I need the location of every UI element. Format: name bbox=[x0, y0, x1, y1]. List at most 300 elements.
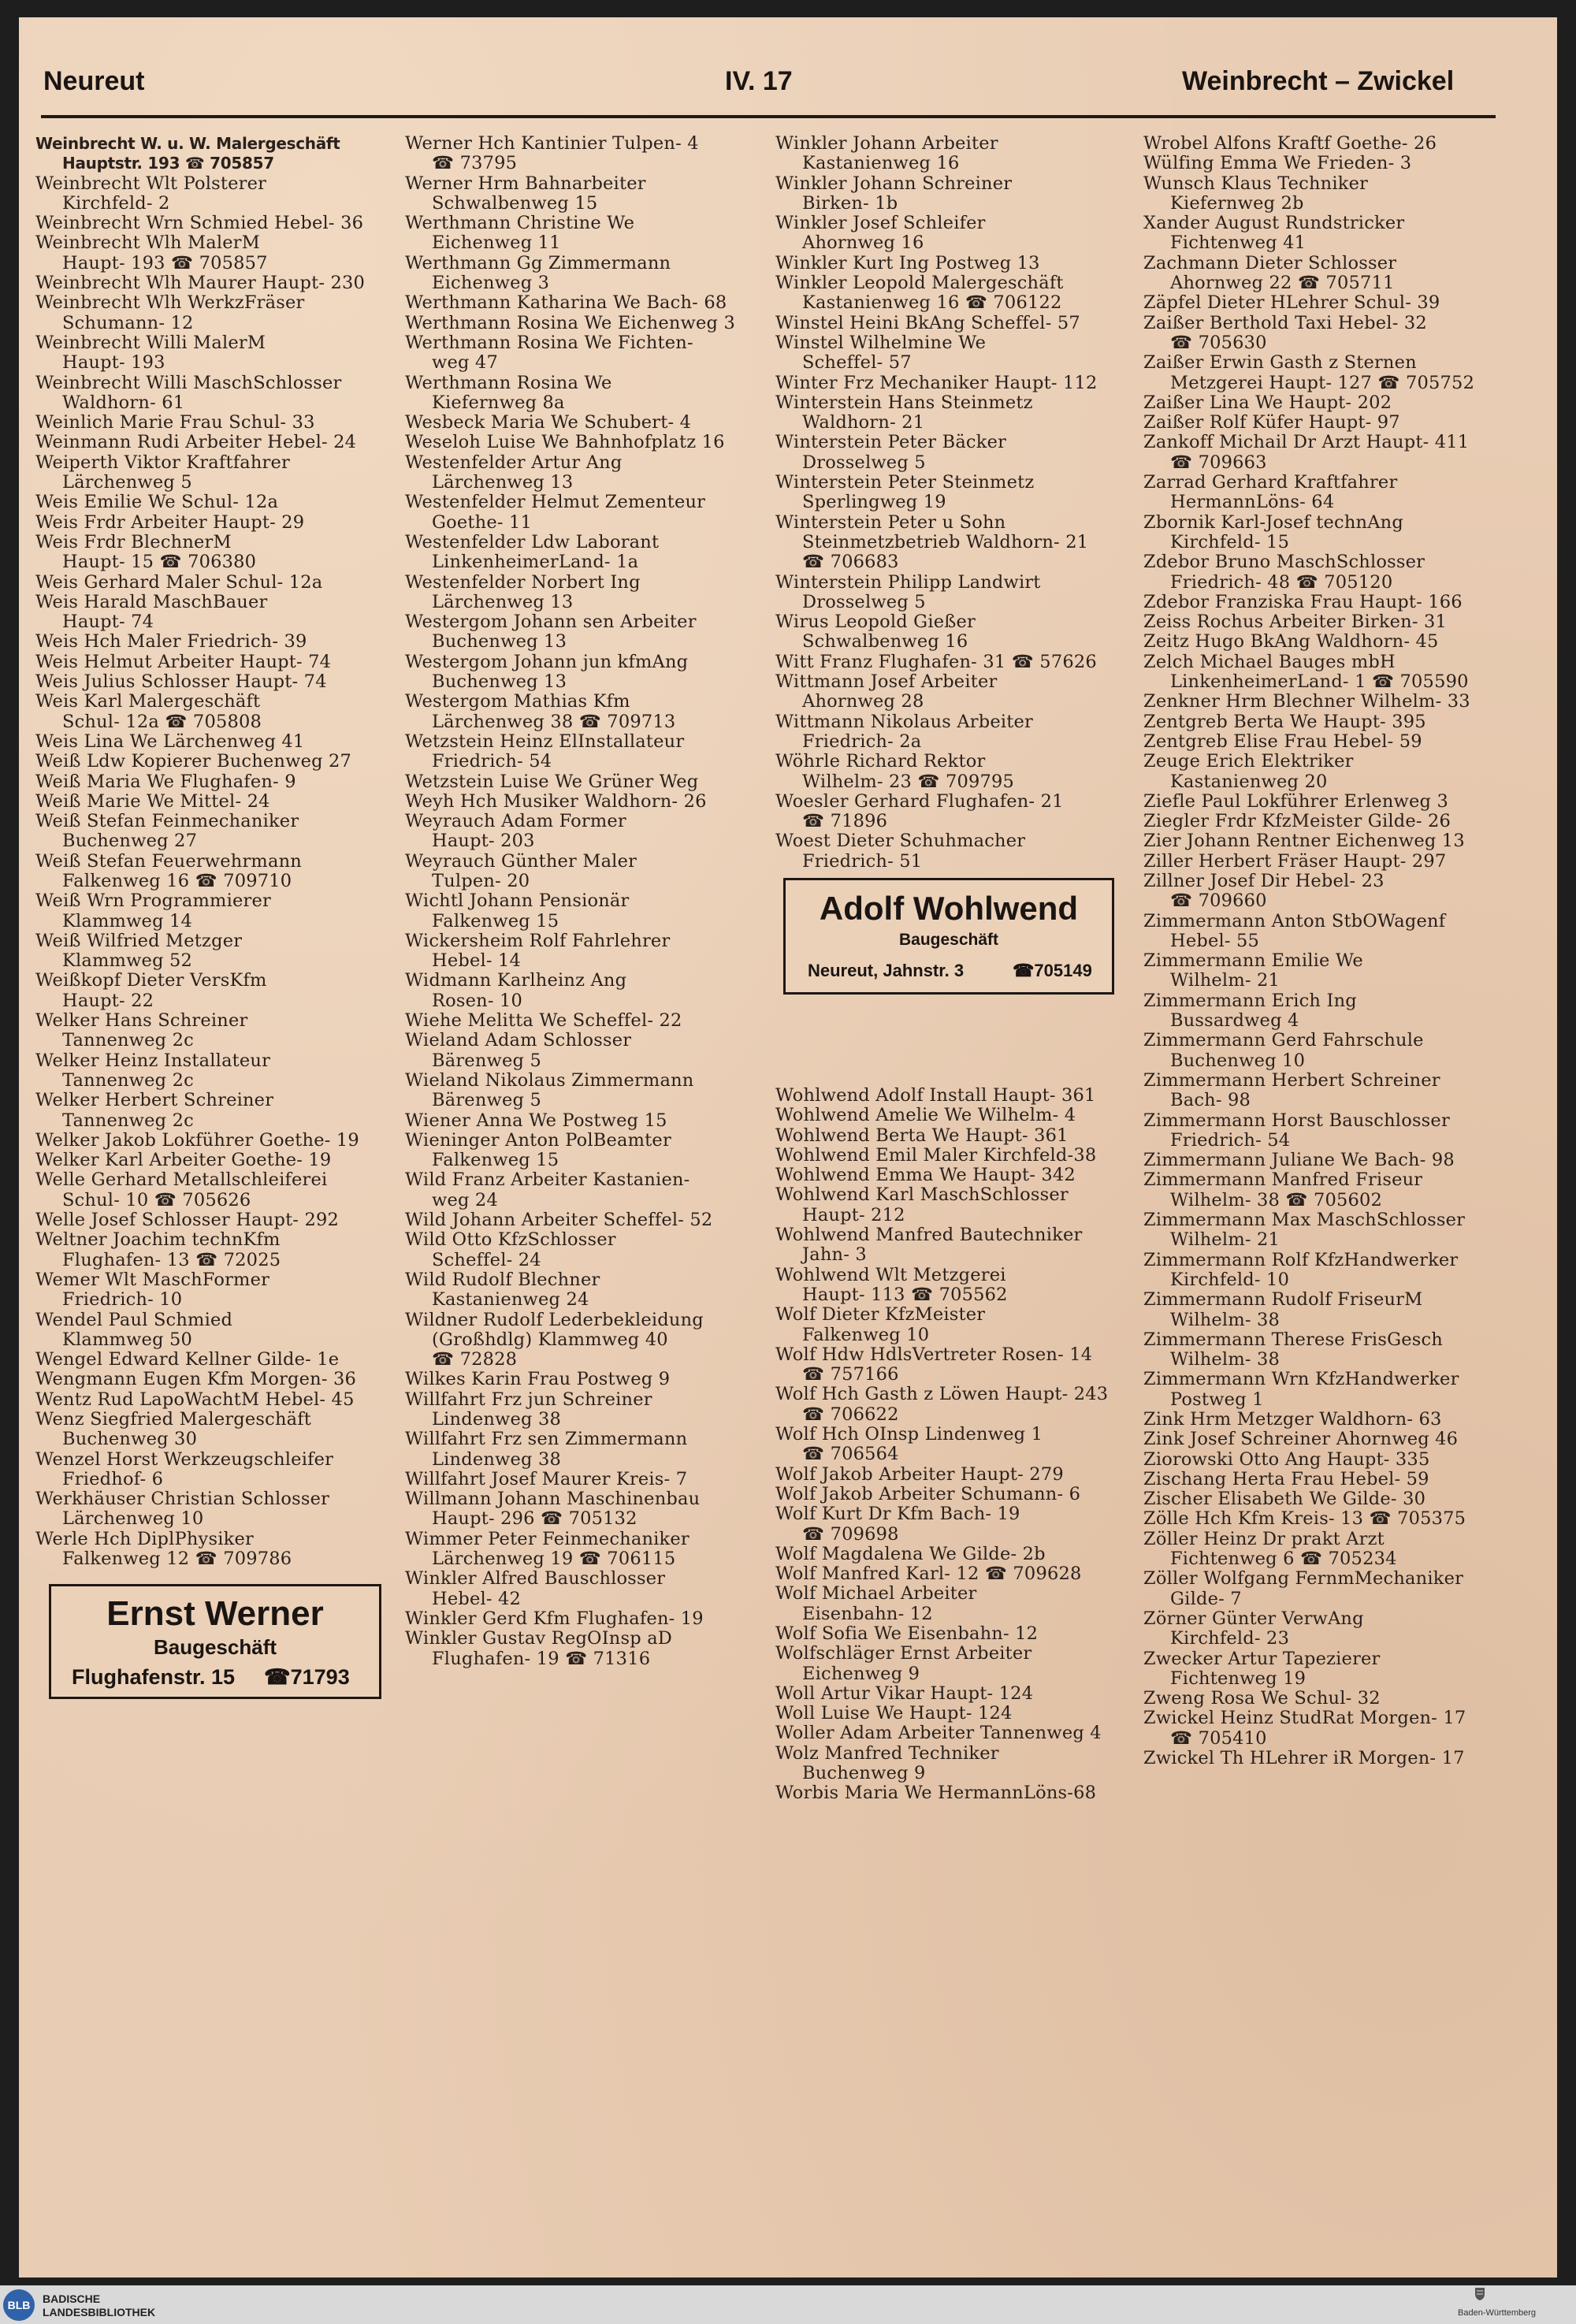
directory-entry: Haupt- 15 ☎ 706380 bbox=[62, 552, 257, 573]
directory-entry: Wimmer Peter Feinmechaniker bbox=[405, 1528, 690, 1549]
directory-entry: Winkler Alfred Bauschlosser bbox=[405, 1568, 666, 1590]
directory-entry: Ziller Herbert Fräser Haupt- 297 bbox=[1143, 850, 1447, 872]
directory-entry: Wolf Manfred Karl- 12 ☎ 709628 bbox=[775, 1564, 1082, 1585]
directory-entry: Kiefernweg 2b bbox=[1170, 192, 1304, 214]
directory-entry: Zachmann Dieter Schlosser bbox=[1143, 252, 1397, 273]
directory-entry: Weyrauch Günther Maler bbox=[405, 850, 637, 872]
directory-entry: Welle Josef Schlosser Haupt- 292 bbox=[35, 1210, 340, 1231]
directory-entry: Winkler Kurt Ing Postweg 13 bbox=[775, 252, 1040, 273]
directory-entry: Ziorowski Otto Ang Haupt- 335 bbox=[1143, 1448, 1430, 1470]
directory-entry: Fichtenweg 19 bbox=[1170, 1668, 1307, 1689]
directory-entry: Weinbrecht Wrn Schmied Hebel- 36 bbox=[35, 213, 364, 234]
directory-entry: ☎ 709660 bbox=[1170, 891, 1267, 912]
directory-entry: Buchenweg 13 bbox=[432, 671, 567, 693]
directory-entry: Zimmermann Herbert Schreiner bbox=[1143, 1069, 1440, 1091]
directory-entry: Weis Gerhard Maler Schul- 12a bbox=[35, 571, 323, 593]
directory-entry: Wildner Rudolf Lederbekleidung bbox=[405, 1309, 704, 1330]
directory-entry: Wiener Anna We Postweg 15 bbox=[405, 1110, 667, 1131]
directory-entry: Winkler Leopold Malergeschäft bbox=[775, 273, 1064, 294]
directory-entry: Wolz Manfred Techniker bbox=[775, 1742, 999, 1764]
directory-entry: Lärchenweg 13 bbox=[432, 472, 574, 493]
directory-entry: Zimmermann Max MaschSchlosser bbox=[1143, 1210, 1466, 1231]
directory-entry: Eichenweg 11 bbox=[432, 232, 561, 254]
directory-entry: Schul- 12a ☎ 705808 bbox=[62, 711, 262, 732]
directory-entry: Welker Karl Arbeiter Goethe- 19 bbox=[35, 1150, 332, 1171]
directory-entry: ☎ 72828 bbox=[432, 1349, 518, 1370]
directory-entry: Winterstein Hans Steinmetz bbox=[775, 392, 1033, 413]
directory-entry: Falkenweg 15 bbox=[432, 1150, 559, 1171]
advert-adolf-wohlwend bbox=[783, 878, 1114, 995]
directory-entry: Steinmetzbetrieb Waldhorn- 21 bbox=[802, 531, 1089, 552]
directory-entry: Weinbrecht Willi MaschSchlosser bbox=[35, 372, 342, 393]
directory-entry: Wiehe Melitta We Scheffel- 22 bbox=[405, 1010, 682, 1032]
directory-entry: Weis Emilie We Schul- 12a bbox=[35, 492, 279, 513]
directory-entry: Zwecker Artur Tapezierer bbox=[1143, 1648, 1381, 1669]
directory-entry: Zischang Herta Frau Hebel- 59 bbox=[1143, 1468, 1429, 1489]
directory-entry: Drosselweg 5 bbox=[802, 452, 926, 473]
directory-entry: Welker Heinz Installateur bbox=[35, 1050, 271, 1071]
directory-entry: Zöller Wolfgang FernmMechaniker bbox=[1143, 1568, 1464, 1590]
directory-entry: Wilhelm- 21 bbox=[1170, 1229, 1280, 1251]
directory-entry: Birken- 1b bbox=[802, 192, 898, 214]
directory-entry: Weiß Wrn Programmierer bbox=[35, 891, 271, 912]
advert-subtitle: Baugeschäft bbox=[898, 931, 999, 949]
directory-entry: Kastanienweg 24 bbox=[432, 1289, 589, 1311]
directory-entry: Woest Dieter Schuhmacher bbox=[775, 831, 1026, 852]
directory-entry: Friedrich- 2a bbox=[802, 731, 922, 752]
directory-entry: Welle Gerhard Metallschleiferei bbox=[35, 1169, 328, 1191]
directory-entry: Zeuge Erich Elektriker bbox=[1143, 751, 1354, 772]
directory-entry: Welker Herbert Schreiner bbox=[35, 1090, 274, 1111]
directory-entry: Scheffel- 24 bbox=[432, 1249, 541, 1270]
directory-entry: Winstel Heini BkAng Scheffel- 57 bbox=[775, 312, 1080, 333]
directory-entry: Hauptstr. 193 ☎ 705857 bbox=[62, 154, 274, 173]
directory-entry: Flughafen- 13 ☎ 72025 bbox=[62, 1249, 281, 1270]
directory-entry: Werthmann Katharina We Bach- 68 bbox=[405, 292, 727, 314]
directory-entry: Westenfelder Artur Ang bbox=[405, 452, 623, 473]
directory-entry: Weyrauch Adam Former bbox=[405, 811, 626, 832]
directory-entry: Wolf Jakob Arbeiter Schumann- 6 bbox=[775, 1483, 1081, 1504]
directory-entry: Weinmann Rudi Arbeiter Hebel- 24 bbox=[35, 432, 357, 453]
directory-entry: Winterstein Peter Steinmetz bbox=[775, 472, 1035, 493]
directory-entry: Buchenweg 13 bbox=[432, 631, 567, 653]
directory-entry: Woesler Gerhard Flughafen- 21 bbox=[775, 790, 1064, 812]
directory-entry: Zörner Günter VerwAng bbox=[1143, 1608, 1364, 1629]
directory-entry: Eichenweg 3 bbox=[432, 273, 550, 294]
directory-entry: ☎ 709663 bbox=[1170, 452, 1267, 473]
directory-entry: Gilde- 7 bbox=[1170, 1588, 1242, 1609]
column-3-top-list bbox=[775, 134, 1146, 872]
directory-entry: Goethe- 11 bbox=[432, 511, 533, 533]
directory-entry: Kirchfeld- 2 bbox=[62, 192, 170, 214]
directory-entry: Weißkopf Dieter VersKfm bbox=[35, 970, 267, 991]
directory-entry: Zeitz Hugo BkAng Waldhorn- 45 bbox=[1143, 631, 1439, 653]
directory-entry: Wilhelm- 21 bbox=[1170, 970, 1280, 991]
state-crest-icon bbox=[1474, 2287, 1485, 2301]
directory-entry: Zeiss Rochus Arbeiter Birken- 31 bbox=[1143, 612, 1448, 633]
directory-entry: Haupt- 212 bbox=[802, 1204, 905, 1225]
directory-entry: ☎ 73795 bbox=[432, 153, 518, 174]
directory-entry: ☎ 709698 bbox=[802, 1523, 899, 1545]
directory-entry: Ziegler Frdr KfzMeister Gilde- 26 bbox=[1143, 811, 1451, 832]
directory-entry: Winkler Johann Schreiner bbox=[775, 173, 1013, 194]
directory-entry: Wohlwend Wlt Metzgerei bbox=[775, 1264, 1006, 1285]
directory-entry: Wohlwend Karl MaschSchlosser bbox=[775, 1184, 1069, 1206]
directory-entry: Buchenweg 10 bbox=[1170, 1050, 1306, 1071]
directory-entry: Weinbrecht Willi MalerM bbox=[35, 332, 266, 353]
directory-entry: Wolf Jakob Arbeiter Haupt- 279 bbox=[775, 1463, 1064, 1485]
directory-entry: Falkenweg 10 bbox=[802, 1324, 930, 1345]
directory-entry: Wild Rudolf Blechner bbox=[405, 1269, 600, 1290]
directory-entry: Zweng Rosa We Schul- 32 bbox=[1143, 1688, 1381, 1709]
directory-entry: Weis Frdr BlechnerM bbox=[35, 531, 232, 552]
directory-entry: Friedrich- 10 bbox=[62, 1289, 183, 1311]
header-rule bbox=[41, 115, 1496, 118]
directory-entry: Wolf Sofia We Eisenbahn- 12 bbox=[775, 1623, 1039, 1644]
directory-entry: Zier Johann Rentner Eichenweg 13 bbox=[1143, 831, 1465, 852]
directory-entry: Wolf Magdalena We Gilde- 2b bbox=[775, 1543, 1046, 1564]
advert-phone: ☎71793 bbox=[264, 1665, 350, 1689]
directory-entry: Weinbrecht Wlt Polsterer bbox=[35, 173, 267, 194]
directory-entry: Haupt- 193 bbox=[62, 352, 165, 374]
directory-entry: Werthmann Rosina We bbox=[405, 372, 612, 393]
directory-entry: Fichtenweg 41 bbox=[1170, 232, 1307, 254]
directory-entry: Woll Luise We Haupt- 124 bbox=[775, 1703, 1013, 1724]
directory-entry: Werthmann Rosina We Fichten- bbox=[405, 332, 693, 353]
directory-entry: Wolf Dieter KfzMeister bbox=[775, 1304, 986, 1326]
advert-ernst-werner bbox=[49, 1584, 381, 1699]
directory-entry: Westergom Mathias Kfm bbox=[405, 691, 630, 712]
directory-entry: Zbornik Karl-Josef technAng bbox=[1143, 511, 1403, 533]
directory-entry: Wichtl Johann Pensionär bbox=[405, 891, 630, 912]
directory-entry: Wöhrle Richard Rektor bbox=[775, 751, 986, 772]
directory-entry: Falkenweg 15 bbox=[432, 910, 559, 931]
column-4 bbox=[1143, 134, 1514, 1768]
directory-entry: Zimmermann Horst Bauschlosser bbox=[1143, 1110, 1450, 1131]
directory-entry: Haupt- 203 bbox=[432, 831, 535, 852]
directory-entry: Tannenweg 2c bbox=[62, 1030, 194, 1051]
directory-entry: Westergom Johann jun kfmAng bbox=[405, 651, 689, 672]
directory-entry: Westenfelder Helmut Zementeur bbox=[405, 492, 706, 513]
directory-entry: Werthmann Christine We bbox=[405, 213, 635, 234]
directory-entry: Waldhorn- 61 bbox=[62, 392, 185, 413]
directory-entry: Kiefernweg 8a bbox=[432, 392, 565, 413]
directory-entry: ☎ 706622 bbox=[802, 1404, 899, 1425]
directory-entry: Weinbrecht Wlh Maurer Haupt- 230 bbox=[35, 273, 366, 294]
directory-entry: Zdebor Franziska Frau Haupt- 166 bbox=[1143, 591, 1463, 612]
directory-entry: Winkler Gustav RegOInsp aD bbox=[405, 1628, 673, 1649]
directory-entry: Bach- 98 bbox=[1170, 1090, 1251, 1111]
directory-entry: Kirchfeld- 10 bbox=[1170, 1269, 1290, 1290]
directory-entry: Weiperth Viktor Kraftfahrer bbox=[35, 452, 290, 473]
directory-entry: Werthmann Rosina We Eichenweg 3 bbox=[405, 312, 735, 333]
directory-entry: Buchenweg 30 bbox=[62, 1429, 198, 1450]
directory-entry: Wild Johann Arbeiter Scheffel- 52 bbox=[405, 1210, 713, 1231]
directory-entry: Hebel- 55 bbox=[1170, 930, 1260, 951]
directory-entry: Haupt- 74 bbox=[62, 612, 154, 633]
directory-entry: Wild Otto KfzSchlosser bbox=[405, 1229, 616, 1251]
directory-entry: (Großhdlg) Klammweg 40 bbox=[432, 1329, 668, 1350]
directory-entry: Eisenbahn- 12 bbox=[802, 1603, 933, 1624]
directory-entry: Weis Hch Maler Friedrich- 39 bbox=[35, 631, 307, 653]
directory-entry: Welker Jakob Lokführer Goethe- 19 bbox=[35, 1129, 359, 1151]
directory-entry: LinkenheimerLand- 1a bbox=[432, 552, 639, 573]
directory-entry: Lindenweg 38 bbox=[432, 1409, 561, 1430]
directory-entry: Zaißer Lina We Haupt- 202 bbox=[1143, 392, 1392, 413]
directory-entry: Lärchenweg 19 ☎ 706115 bbox=[432, 1549, 676, 1570]
header-page-number: IV. 17 bbox=[725, 66, 793, 96]
state-name: Baden-Württemberg bbox=[1458, 2308, 1537, 2318]
directory-entry: Zaißer Erwin Gasth z Sternen bbox=[1143, 352, 1417, 374]
directory-entry: Werner Hrm Bahnarbeiter bbox=[405, 173, 646, 194]
directory-entry: Wilhelm- 38 bbox=[1170, 1349, 1280, 1370]
directory-entry: HermannLöns- 64 bbox=[1170, 492, 1335, 513]
directory-entry: Wetzstein Heinz ElInstallateur bbox=[405, 731, 685, 752]
directory-entry: Wengmann Eugen Kfm Morgen- 36 bbox=[35, 1369, 357, 1390]
directory-entry: Westenfelder Norbert Ing bbox=[405, 571, 641, 593]
directory-entry: Ahornweg 16 bbox=[802, 232, 924, 254]
directory-entry: Falkenweg 16 ☎ 709710 bbox=[62, 870, 292, 891]
column-2 bbox=[405, 134, 768, 1669]
directory-entry: Haupt- 296 ☎ 705132 bbox=[432, 1508, 637, 1530]
directory-entry: Tannenweg 2c bbox=[62, 1069, 194, 1091]
column-3-bottom-list bbox=[775, 1086, 1146, 1804]
directory-entry: Wenz Siegfried Malergeschäft bbox=[35, 1409, 312, 1430]
directory-entry: Weinbrecht Wlh WerkzFräser bbox=[35, 292, 305, 314]
directory-entry: Weis Helmut Arbeiter Haupt- 74 bbox=[35, 651, 332, 672]
directory-entry: Ahornweg 28 bbox=[802, 691, 924, 712]
directory-entry: ☎ 705410 bbox=[1170, 1727, 1267, 1749]
directory-entry: Wolf Hch OInsp Lindenweg 1 bbox=[775, 1424, 1043, 1445]
directory-entry: Wesbeck Maria We Schubert- 4 bbox=[405, 412, 692, 433]
directory-entry: Ziefle Paul Lokführer Erlenweg 3 bbox=[1143, 790, 1448, 812]
directory-entry: Schwalbenweg 15 bbox=[432, 192, 598, 214]
directory-entry: Zöller Heinz Dr prakt Arzt bbox=[1143, 1528, 1385, 1549]
directory-entry: Zimmermann Anton StbOWagenf bbox=[1143, 910, 1446, 931]
directory-entry: ☎ 757166 bbox=[802, 1364, 899, 1385]
directory-entry: Bärenweg 5 bbox=[432, 1050, 541, 1071]
directory-entry: Schul- 10 ☎ 705626 bbox=[62, 1189, 251, 1210]
advert-address: Neureut, Jahnstr. 3 bbox=[808, 961, 965, 980]
directory-entry: Weiß Stefan Feuerwehrmann bbox=[35, 850, 302, 872]
directory-entry: Hebel- 14 bbox=[432, 950, 522, 972]
directory-entry: Wolfschläger Ernst Arbeiter bbox=[775, 1643, 1032, 1664]
directory-entry: Falkenweg 12 ☎ 709786 bbox=[62, 1549, 292, 1570]
directory-entry: Wieland Adam Schlosser bbox=[405, 1030, 632, 1051]
directory-entry: Weiß Maria We Flughafen- 9 bbox=[35, 771, 296, 792]
directory-entry: Weis Harald MaschBauer bbox=[35, 591, 268, 612]
directory-entry: Zäpfel Dieter HLehrer Schul- 39 bbox=[1143, 292, 1440, 314]
directory-entry: Klammweg 14 bbox=[62, 910, 193, 931]
directory-entry: Kastanienweg 16 bbox=[802, 153, 960, 174]
directory-entry: Wieland Nikolaus Zimmermann bbox=[405, 1069, 694, 1091]
directory-entry: Tulpen- 20 bbox=[432, 870, 530, 891]
directory-entry: Zentgreb Elise Frau Hebel- 59 bbox=[1143, 731, 1422, 752]
directory-entry: Wieninger Anton PolBeamter bbox=[405, 1129, 671, 1151]
directory-entry: Schwalbenweg 16 bbox=[802, 631, 968, 653]
directory-entry: Winstel Wilhelmine We bbox=[775, 332, 987, 353]
directory-entry: Wengel Edward Kellner Gilde- 1e bbox=[35, 1349, 340, 1370]
directory-entry: Flughafen- 19 ☎ 71316 bbox=[432, 1648, 651, 1669]
directory-entry: Friedrich- 48 ☎ 705120 bbox=[1170, 571, 1393, 593]
directory-entry: ☎ 705630 bbox=[1170, 332, 1267, 353]
directory-entry: Weis Karl Malergeschäft bbox=[35, 691, 261, 712]
directory-entry: Lindenweg 38 bbox=[432, 1448, 561, 1470]
directory-entry: Zarrad Gerhard Kraftfahrer bbox=[1143, 472, 1398, 493]
directory-entry: LinkenheimerLand- 1 ☎ 705590 bbox=[1170, 671, 1469, 693]
directory-entry: Lärchenweg 5 bbox=[62, 472, 192, 493]
advert-name: Ernst Werner bbox=[106, 1594, 324, 1633]
directory-entry: Zwickel Heinz StudRat Morgen- 17 bbox=[1143, 1708, 1466, 1729]
directory-entry: Zimmermann Juliane We Bach- 98 bbox=[1143, 1150, 1455, 1171]
directory-entry: weg 24 bbox=[432, 1189, 498, 1210]
directory-entry: Werthmann Gg Zimmermann bbox=[405, 252, 671, 273]
library-name-line-1: BADISCHE bbox=[43, 2292, 101, 2305]
directory-entry: Zenkner Hrm Blechner Wilhelm- 33 bbox=[1143, 691, 1470, 712]
directory-entry: Wild Franz Arbeiter Kastanien- bbox=[405, 1169, 690, 1191]
directory-entry: Weinbrecht Wlh MalerM bbox=[35, 232, 260, 254]
directory-entry: Wolf Hch Gasth z Löwen Haupt- 243 bbox=[775, 1384, 1109, 1405]
directory-entry: Klammweg 52 bbox=[62, 950, 193, 972]
directory-entry: Wohlwend Berta We Haupt- 361 bbox=[775, 1125, 1069, 1146]
directory-entry: Willfahrt Josef Maurer Kreis- 7 bbox=[405, 1468, 688, 1489]
directory-entry: Kastanienweg 20 bbox=[1170, 771, 1328, 792]
directory-entry: Wolf Michael Arbeiter bbox=[775, 1583, 977, 1604]
directory-entry: Wirus Leopold Gießer bbox=[775, 612, 976, 633]
directory-entry: Zillner Josef Dir Hebel- 23 bbox=[1143, 870, 1385, 891]
directory-entry: Weis Lina We Lärchenweg 41 bbox=[35, 731, 305, 752]
directory-entry: Friedrich- 54 bbox=[432, 751, 552, 772]
directory-entry: Friedrich- 54 bbox=[1170, 1129, 1291, 1151]
directory-entry: Wohlwend Emma We Haupt- 342 bbox=[775, 1165, 1076, 1186]
directory-entry: Wilhelm- 38 bbox=[1170, 1309, 1280, 1330]
advert-subtitle: Baugeschäft bbox=[153, 1635, 277, 1659]
directory-entry: weg 47 bbox=[432, 352, 498, 374]
directory-entry: Wohlwend Manfred Bautechniker bbox=[775, 1225, 1083, 1246]
directory-entry: Weis Frdr Arbeiter Haupt- 29 bbox=[35, 511, 305, 533]
directory-entry: ☎ 706564 bbox=[802, 1444, 899, 1465]
header-name-range: Weinbrecht – Zwickel bbox=[1182, 66, 1455, 96]
directory-entry: Winterstein Philipp Landwirt bbox=[775, 571, 1041, 593]
directory-entry: Zimmermann Gerd Fahrschule bbox=[1143, 1030, 1424, 1051]
library-footer-bar bbox=[0, 2285, 1576, 2324]
directory-entry: Willfahrt Frz sen Zimmermann bbox=[405, 1429, 688, 1450]
directory-entry: Wickersheim Rolf Fahrlehrer bbox=[405, 930, 671, 951]
directory-entry: Wetzstein Luise We Grüner Weg bbox=[405, 771, 699, 792]
directory-entry: Zimmermann Emilie We bbox=[1143, 950, 1363, 972]
directory-entry: Zölle Hch Kfm Kreis- 13 ☎ 705375 bbox=[1143, 1508, 1466, 1530]
directory-entry: Zankoff Michail Dr Arzt Haupt- 411 bbox=[1143, 432, 1470, 453]
directory-entry: Wilkes Karin Frau Postweg 9 bbox=[405, 1369, 671, 1390]
directory-entry: Wrobel Alfons Kraftf Goethe- 26 bbox=[1143, 133, 1437, 154]
directory-entry: Weyh Hch Musiker Waldhorn- 26 bbox=[405, 790, 707, 812]
directory-entry: Buchenweg 9 bbox=[802, 1763, 926, 1784]
directory-entry: Friedrich- 51 bbox=[802, 850, 923, 872]
directory-entry: Tannenweg 2c bbox=[62, 1110, 194, 1131]
directory-entry: Klammweg 50 bbox=[62, 1329, 193, 1350]
directory-entry: ☎ 71896 bbox=[802, 811, 888, 832]
directory-entry: Haupt- 113 ☎ 705562 bbox=[802, 1284, 1008, 1305]
directory-entry: Witt Franz Flughafen- 31 ☎ 57626 bbox=[775, 651, 1097, 672]
directory-entry: Haupt- 193 ☎ 705857 bbox=[62, 252, 268, 273]
directory-entry: Widmann Karlheinz Ang bbox=[405, 970, 627, 991]
directory-entry: Zimmermann Erich Ing bbox=[1143, 990, 1357, 1011]
directory-entry: Wilhelm- 38 ☎ 705602 bbox=[1170, 1189, 1383, 1210]
directory-entry: Winterstein Peter u Sohn bbox=[775, 511, 1006, 533]
directory-entry: Westergom Johann sen Arbeiter bbox=[405, 612, 697, 633]
directory-entry: Weseloh Luise We Bahnhofplatz 16 bbox=[405, 432, 725, 453]
directory-entry: Wemer Wlt MaschFormer bbox=[35, 1269, 270, 1290]
directory-entry: Wohlwend Adolf Install Haupt- 361 bbox=[775, 1084, 1096, 1106]
directory-entry: Zwickel Th HLehrer iR Morgen- 17 bbox=[1143, 1748, 1465, 1769]
directory-entry: Eichenweg 9 bbox=[802, 1663, 920, 1684]
directory-entry: Kirchfeld- 15 bbox=[1170, 531, 1290, 552]
directory-entry: Wenzel Horst Werkzeugschleifer bbox=[35, 1448, 334, 1470]
directory-entry: Schumann- 12 bbox=[62, 312, 194, 333]
advert-address: Flughafenstr. 15 bbox=[72, 1665, 236, 1689]
directory-entry: Weinlich Marie Frau Schul- 33 bbox=[35, 412, 315, 433]
directory-entry: Wunsch Klaus Techniker bbox=[1143, 173, 1369, 194]
directory-entry: Zink Josef Schreiner Ahornweg 46 bbox=[1143, 1429, 1459, 1450]
directory-entry: Kirchfeld- 23 bbox=[1170, 1628, 1290, 1649]
directory-entry: Wohlwend Amelie We Wilhelm- 4 bbox=[775, 1105, 1076, 1126]
directory-entry: Xander August Rundstricker bbox=[1143, 213, 1405, 234]
directory-entry: Werle Hch DiplPhysiker bbox=[35, 1528, 254, 1549]
directory-entry: Winterstein Peter Bäcker bbox=[775, 432, 1007, 453]
directory-entry: Waldhorn- 21 bbox=[802, 412, 925, 433]
directory-entry: Kastanienweg 16 ☎ 706122 bbox=[802, 292, 1062, 314]
directory-entry: Zaißer Berthold Taxi Hebel- 32 bbox=[1143, 312, 1427, 333]
directory-entry: Hebel- 42 bbox=[432, 1588, 522, 1609]
directory-entry: Zentgreb Berta We Haupt- 395 bbox=[1143, 711, 1426, 732]
directory-entry: Wohlwend Emil Maler Kirchfeld-38 bbox=[775, 1144, 1097, 1166]
directory-entry: Wolf Kurt Dr Kfm Bach- 19 bbox=[775, 1504, 1020, 1525]
directory-entry: Zischer Elisabeth We Gilde- 30 bbox=[1143, 1489, 1426, 1510]
directory-entry: Weltner Joachim technKfm bbox=[35, 1229, 281, 1251]
directory-entry: Worbis Maria We HermannLöns-68 bbox=[775, 1783, 1097, 1804]
directory-entry: Weiß Marie We Mittel- 24 bbox=[35, 790, 270, 812]
directory-entry: Lärchenweg 38 ☎ 709713 bbox=[432, 711, 676, 732]
directory-entry: Willfahrt Frz jun Schreiner bbox=[405, 1389, 652, 1410]
directory-entry: Weiß Stefan Feinmechaniker bbox=[35, 811, 299, 832]
directory-entry: Zimmermann Wrn KfzHandwerker bbox=[1143, 1369, 1459, 1390]
directory-entry: Wentz Rud LapoWachtM Hebel- 45 bbox=[35, 1389, 355, 1410]
directory-entry: Wilhelm- 23 ☎ 709795 bbox=[802, 771, 1015, 792]
directory-entry: Willmann Johann Maschinenbau bbox=[405, 1489, 701, 1510]
directory-entry: Werkhäuser Christian Schlosser bbox=[35, 1489, 330, 1510]
directory-entry: Zdebor Bruno MaschSchlosser bbox=[1143, 552, 1425, 573]
directory-entry: Weis Julius Schlosser Haupt- 74 bbox=[35, 671, 327, 693]
advert-name: Adolf Wohlwend bbox=[819, 890, 1079, 927]
directory-entry: Haupt- 22 bbox=[62, 990, 154, 1011]
directory-entry: Rosen- 10 bbox=[432, 990, 523, 1011]
directory-entry: Welker Hans Schreiner bbox=[35, 1010, 248, 1032]
directory-entry: Bussardweg 4 bbox=[1170, 1010, 1299, 1032]
directory-entry: Woll Artur Vikar Haupt- 124 bbox=[775, 1683, 1034, 1704]
directory-entry: Drosselweg 5 bbox=[802, 591, 926, 612]
header-left-place: Neureut bbox=[43, 66, 145, 96]
advert-phone: ☎705149 bbox=[1013, 961, 1092, 980]
directory-entry: Wittmann Josef Arbeiter bbox=[775, 671, 998, 693]
directory-entry: Ahornweg 22 ☎ 705711 bbox=[1170, 273, 1395, 294]
blb-logo-icon: BLB bbox=[3, 2289, 35, 2321]
library-name-line-2: LANDESBIBLIOTHEK bbox=[43, 2306, 156, 2318]
directory-entry: Westenfelder Ldw Laborant bbox=[405, 531, 660, 552]
directory-entry: Winkler Gerd Kfm Flughafen- 19 bbox=[405, 1608, 704, 1629]
directory-entry: Zimmermann Rudolf FriseurM bbox=[1143, 1289, 1423, 1311]
directory-entry: Lärchenweg 13 bbox=[432, 591, 574, 612]
directory-entry: Zimmermann Therese FrisGesch bbox=[1143, 1329, 1443, 1350]
